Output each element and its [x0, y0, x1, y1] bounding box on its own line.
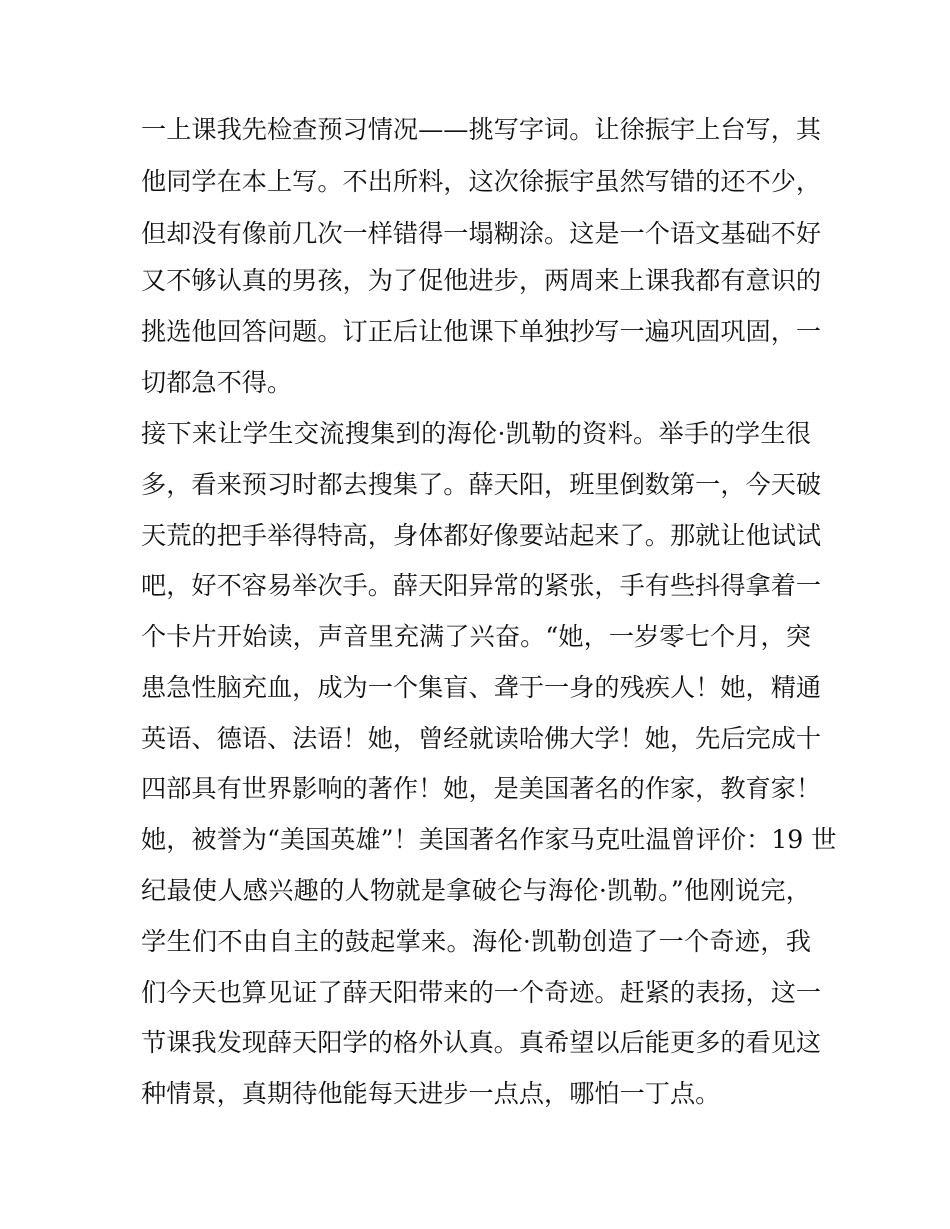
paragraph-2-line-14: 种情景，真期待他能每天进步一点点，哪怕一丁点。 [141, 1079, 721, 1108]
paragraph-1-line-6: 切都急不得。 [141, 368, 293, 397]
paragraph-2-line-7: 英语、德语、法语！她，曾经就读哈佛大学！她，先后完成十 [141, 724, 822, 753]
paragraph-1-line-2: 他同学在本上写。不出所料，这次徐振宇虽然写错的还不少， [141, 167, 822, 196]
paragraph-2-line-11: 学生们不由自主的鼓起掌来。海伦·凯勒创造了一个奇迹，我 [141, 927, 811, 956]
paragraph-1-line-4: 又不够认真的男孩，为了促他进步，两周来上课我都有意识的 [141, 266, 822, 295]
paragraph-2-line-2: 多，看来预习时都去搜集了。薛天阳，班里倒数第一，今天破 [141, 470, 822, 499]
paragraph-2-line-13: 节课我发现薛天阳学的格外认真。真希望以后能更多的看见这 [141, 1028, 822, 1057]
paragraph-2-line-3: 天荒的把手举得特高，身体都好像要站起来了。那就让他试试 [141, 521, 822, 550]
paragraph-2-line-9: 她，被誉为“美国英雄”！美国著名作家马克吐温曾评价：19 世 [141, 825, 837, 854]
paragraph-2-line-8: 四部具有世界影响的著作！她，是美国著名的作家，教育家！ [141, 774, 822, 803]
paragraph-1-line-5: 挑选他回答问题。订正后让他课下单独抄写一遍巩固巩固，一 [141, 317, 822, 346]
paragraph-2-line-4: 吧，好不容易举次手。薛天阳异常的紧张，手有些抖得拿着一 [141, 571, 822, 600]
paragraph-2-line-10: 纪最使人感兴趣的人物就是拿破仑与海伦·凯勒。”他刚说完， [141, 876, 811, 905]
paragraph-1-line-1: 一上课我先检查预习情况——挑写字词。让徐振宇上台写，其 [141, 115, 822, 144]
paragraph-2-line-5: 个卡片开始读，声音里充满了兴奋。“她，一岁零七个月，突 [141, 622, 811, 651]
paragraph-1-line-3: 但却没有像前几次一样错得一塌糊涂。这是一个语文基础不好 [141, 219, 822, 248]
paragraph-2-line-12: 们今天也算见证了薛天阳带来的一个奇迹。赶紧的表扬，这一 [141, 978, 822, 1007]
paragraph-2-line-1: 接下来让学生交流搜集到的海伦·凯勒的资料。举手的学生很 [141, 419, 811, 448]
paragraph-2-line-6: 患急性脑充血，成为一个集盲、聋于一身的残疾人！她，精通 [141, 673, 822, 702]
